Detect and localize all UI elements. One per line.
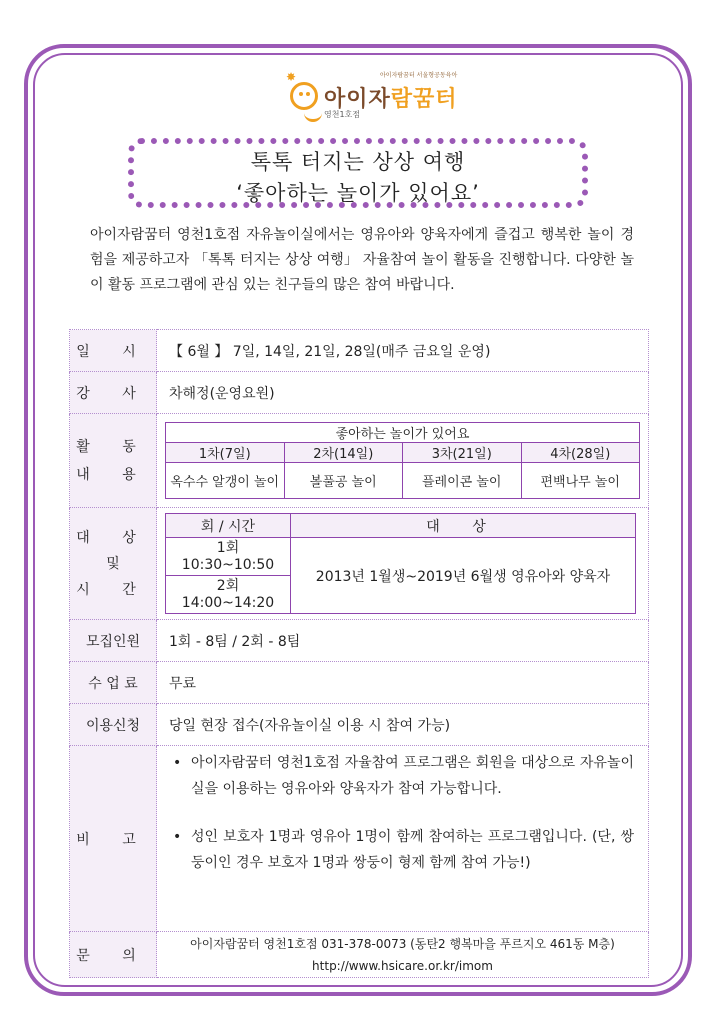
activity-table [165, 422, 640, 499]
intro-paragraph: 아이자람꿈터 영천1호점 자유놀이실에서는 영유아와 양육자에게 즐겁고 행복한 놀이 경험을 제공하고자 「톡톡 터지는 상상 여행」 자율참여 놀이 활동을 진행합니다. 다양한 놀이 활동 프로그램에 관심 있는 친구들의 많은 참여 바랍니다. [90, 227, 634, 293]
date-value: 【 6월 】 7일, 14일, 21일, 28일(매주 금요일 운영) [157, 330, 649, 372]
logo-tagline: 아이자람꿈터 서울형공동육아 [380, 72, 458, 79]
col-target-header: 대 상 [291, 514, 636, 538]
session-content: 볼풀공 놀이 [284, 463, 403, 499]
row-remarks [70, 746, 649, 932]
info-table [69, 329, 649, 978]
session-title: 2차(14일) [284, 443, 403, 463]
col-time-header: 회 / 시간 [166, 514, 291, 538]
logo [284, 70, 474, 126]
row-label: 활 동 내 용 [70, 414, 157, 508]
instructor-value: 차해정(운영요원) [157, 372, 649, 414]
title-line1: 톡톡 터지는 상상 여행 [250, 150, 466, 174]
logo-name: 아이자람꿈터 [324, 87, 458, 112]
row-activity [70, 414, 649, 508]
row-capacity [70, 620, 649, 662]
row-contact [70, 932, 649, 978]
contact-info: 아이자람꿈터 영천1호점 031-378-0073 (동탄2 행복마을 푸르지오 461동 M층) [190, 936, 615, 951]
apply-value: 당일 현장 접수(자유놀이실 이용 시 참여 가능) [157, 704, 649, 746]
remark-note: 성인 보호자 1명과 영유아 1명이 함께 참여하는 프로그램입니다. (단, 쌍둥이인 경우 보호자 1명과 쌍둥이 형제 함께 참여 가능!) [191, 829, 634, 871]
session-content: 플레이콘 놀이 [403, 463, 522, 499]
row-label: 이용신청 [70, 704, 157, 746]
remark-note: 아이자람꿈터 영천1호점 자율참여 프로그램은 회원을 대상으로 자유놀이실을 이용하는 영유아와 양육자가 참여 가능합니다. [191, 755, 634, 797]
row-fee [70, 662, 649, 704]
session-title: 3차(21일) [403, 443, 522, 463]
row-label: 강 사 [70, 372, 157, 414]
session-content: 옥수수 알갱이 놀이 [166, 463, 285, 499]
row-label: 문 의 [70, 932, 157, 978]
session-content: 편백나무 놀이 [521, 463, 640, 499]
logo-subtitle: 영천1호점 [324, 110, 361, 119]
capacity-value: 1회 - 8팀 / 2회 - 8팀 [157, 620, 649, 662]
row-label: 일 시 [70, 330, 157, 372]
time-slot-2: 2회 14:00~14:20 [166, 576, 291, 614]
row-label: 수 업 료 [70, 662, 157, 704]
session-title: 1차(7일) [166, 443, 285, 463]
remarks-notes [173, 750, 634, 876]
row-label: 대 상 및 시 간 [70, 508, 157, 620]
target-value: 2013년 1월생~2019년 6월생 영유아와 양육자 [291, 538, 636, 614]
sun-icon: ✸ [286, 70, 297, 84]
session-title: 4차(28일) [521, 443, 640, 463]
title-line2: ‘좋아하는 놀이가 있어요’ [236, 181, 480, 205]
contact-url[interactable]: http://www.hsicare.or.kr/imom [312, 958, 493, 973]
smile-face-icon [290, 82, 318, 110]
activity-header: 좋아하는 놀이가 있어요 [166, 423, 640, 443]
row-label: 비 고 [70, 746, 157, 932]
target-table [165, 513, 636, 614]
row-label: 모집인원 [70, 620, 157, 662]
row-target [70, 508, 649, 620]
row-apply [70, 704, 649, 746]
row-date [70, 330, 649, 372]
bullet-icon: • [173, 829, 182, 845]
time-slot-1: 1회 10:30~10:50 [166, 538, 291, 576]
fee-value: 무료 [157, 662, 649, 704]
bullet-icon: • [173, 755, 182, 771]
row-instructor [70, 372, 649, 414]
